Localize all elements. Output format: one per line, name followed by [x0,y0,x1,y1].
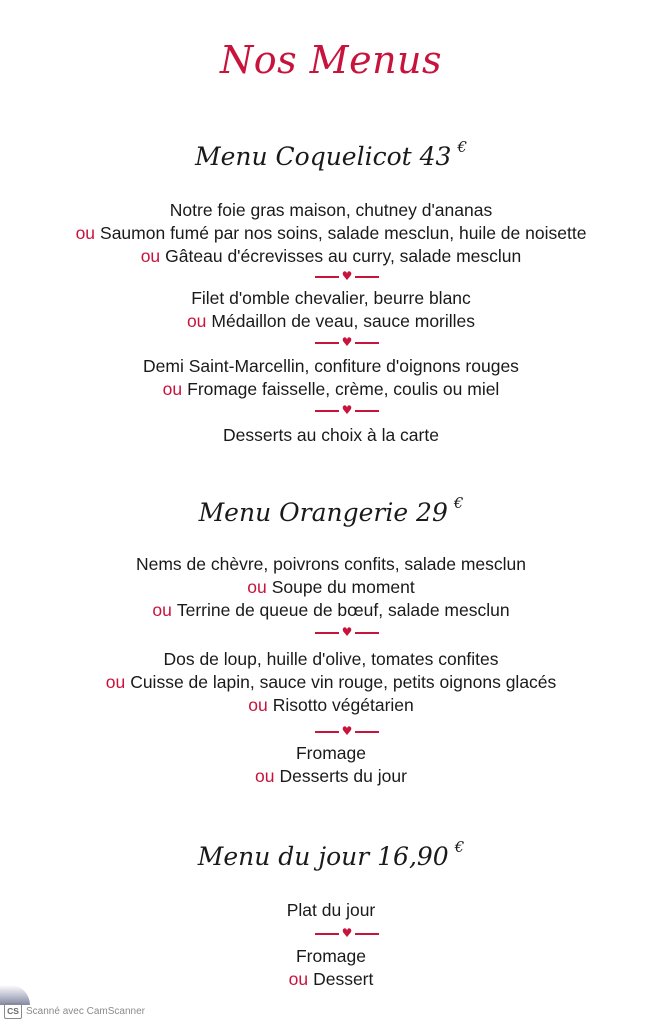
or-word: ou [140,246,161,266]
heart-icon: ♥ [341,724,353,738]
menu-item: Filet d'omble chevalier, beurre blanc [191,288,471,308]
heart-divider [315,405,379,417]
menu-heading-du-jour [0,838,662,871]
or-word: ou [248,695,268,715]
or-word: ou [247,577,267,597]
or-word: ou [186,311,207,331]
or-word: ou [255,766,275,786]
menu-item: ou Fromage faisselle, crème, coulis ou miel [162,379,500,399]
heart-icon: ♥ [341,403,353,417]
heart-divider [315,271,379,283]
heart-icon: ♥ [341,335,353,349]
heart-divider [315,726,379,738]
or-word: ou [152,600,172,620]
euro-symbol: € [454,838,465,856]
heart-divider [315,627,379,639]
menu-name: Menu Orangerie 29 [198,498,448,527]
menu-item: Notre foie gras maison, chutney d'ananas [169,200,493,220]
menu-item: Dos de loup, huille d'olive, tomates confites [163,649,499,669]
menu-item: ou Médaillon de veau, sauce morilles [186,311,476,331]
heart-icon: ♥ [341,269,353,283]
menu-item: ou Saumon fumé par nos soins, salade mesclun, huile de noisette [75,223,587,243]
scanner-watermark-text: Scanné avec CamScanner [26,1005,145,1017]
euro-symbol: € [457,138,468,156]
or-word: ou [75,223,96,243]
heart-icon: ♥ [341,625,353,639]
heart-divider [315,928,379,940]
camscanner-logo-icon: CS [4,1003,22,1019]
menu-item: ou Gâteau d'écrevisses au curry, salade mesclun [140,246,522,266]
heart-icon: ♥ [341,926,353,940]
menu-item: Demi Saint-Marcellin, confiture d'oignons rouges [143,356,519,376]
or-word: ou [105,672,126,692]
menu-item: ou Desserts du jour [255,766,407,786]
page-title: Nos Menus [219,38,443,82]
menu-name: Menu du jour 16,90 [197,842,449,871]
menu-item: Fromage [295,946,367,966]
menu-item: ou Risotto végétarien [248,695,414,715]
heart-divider [315,337,379,349]
menu-name: Menu Coquelicot 43 [194,142,452,171]
menu-heading-coquelicot [0,138,662,171]
menu-heading-orangerie [0,494,662,527]
menu-item: Desserts au choix à la carte [223,425,439,445]
or-word: ou [288,969,309,989]
menu-item: ou Cuisse de lapin, sauce vin rouge, petits oignons glacés [105,672,557,692]
or-word: ou [162,379,183,399]
menu-item: ou Dessert [288,969,374,989]
menu-item: Fromage [295,743,367,763]
euro-symbol: € [453,494,464,512]
menu-item: ou Terrine de queue de bœuf, salade mesclun [152,600,510,620]
menu-item: ou Soupe du moment [247,577,415,597]
menu-item: Plat du jour [286,900,376,920]
menu-item: Nems de chèvre, poivrons confits, salade mesclun [135,554,527,574]
scanner-footer [4,1002,145,1020]
